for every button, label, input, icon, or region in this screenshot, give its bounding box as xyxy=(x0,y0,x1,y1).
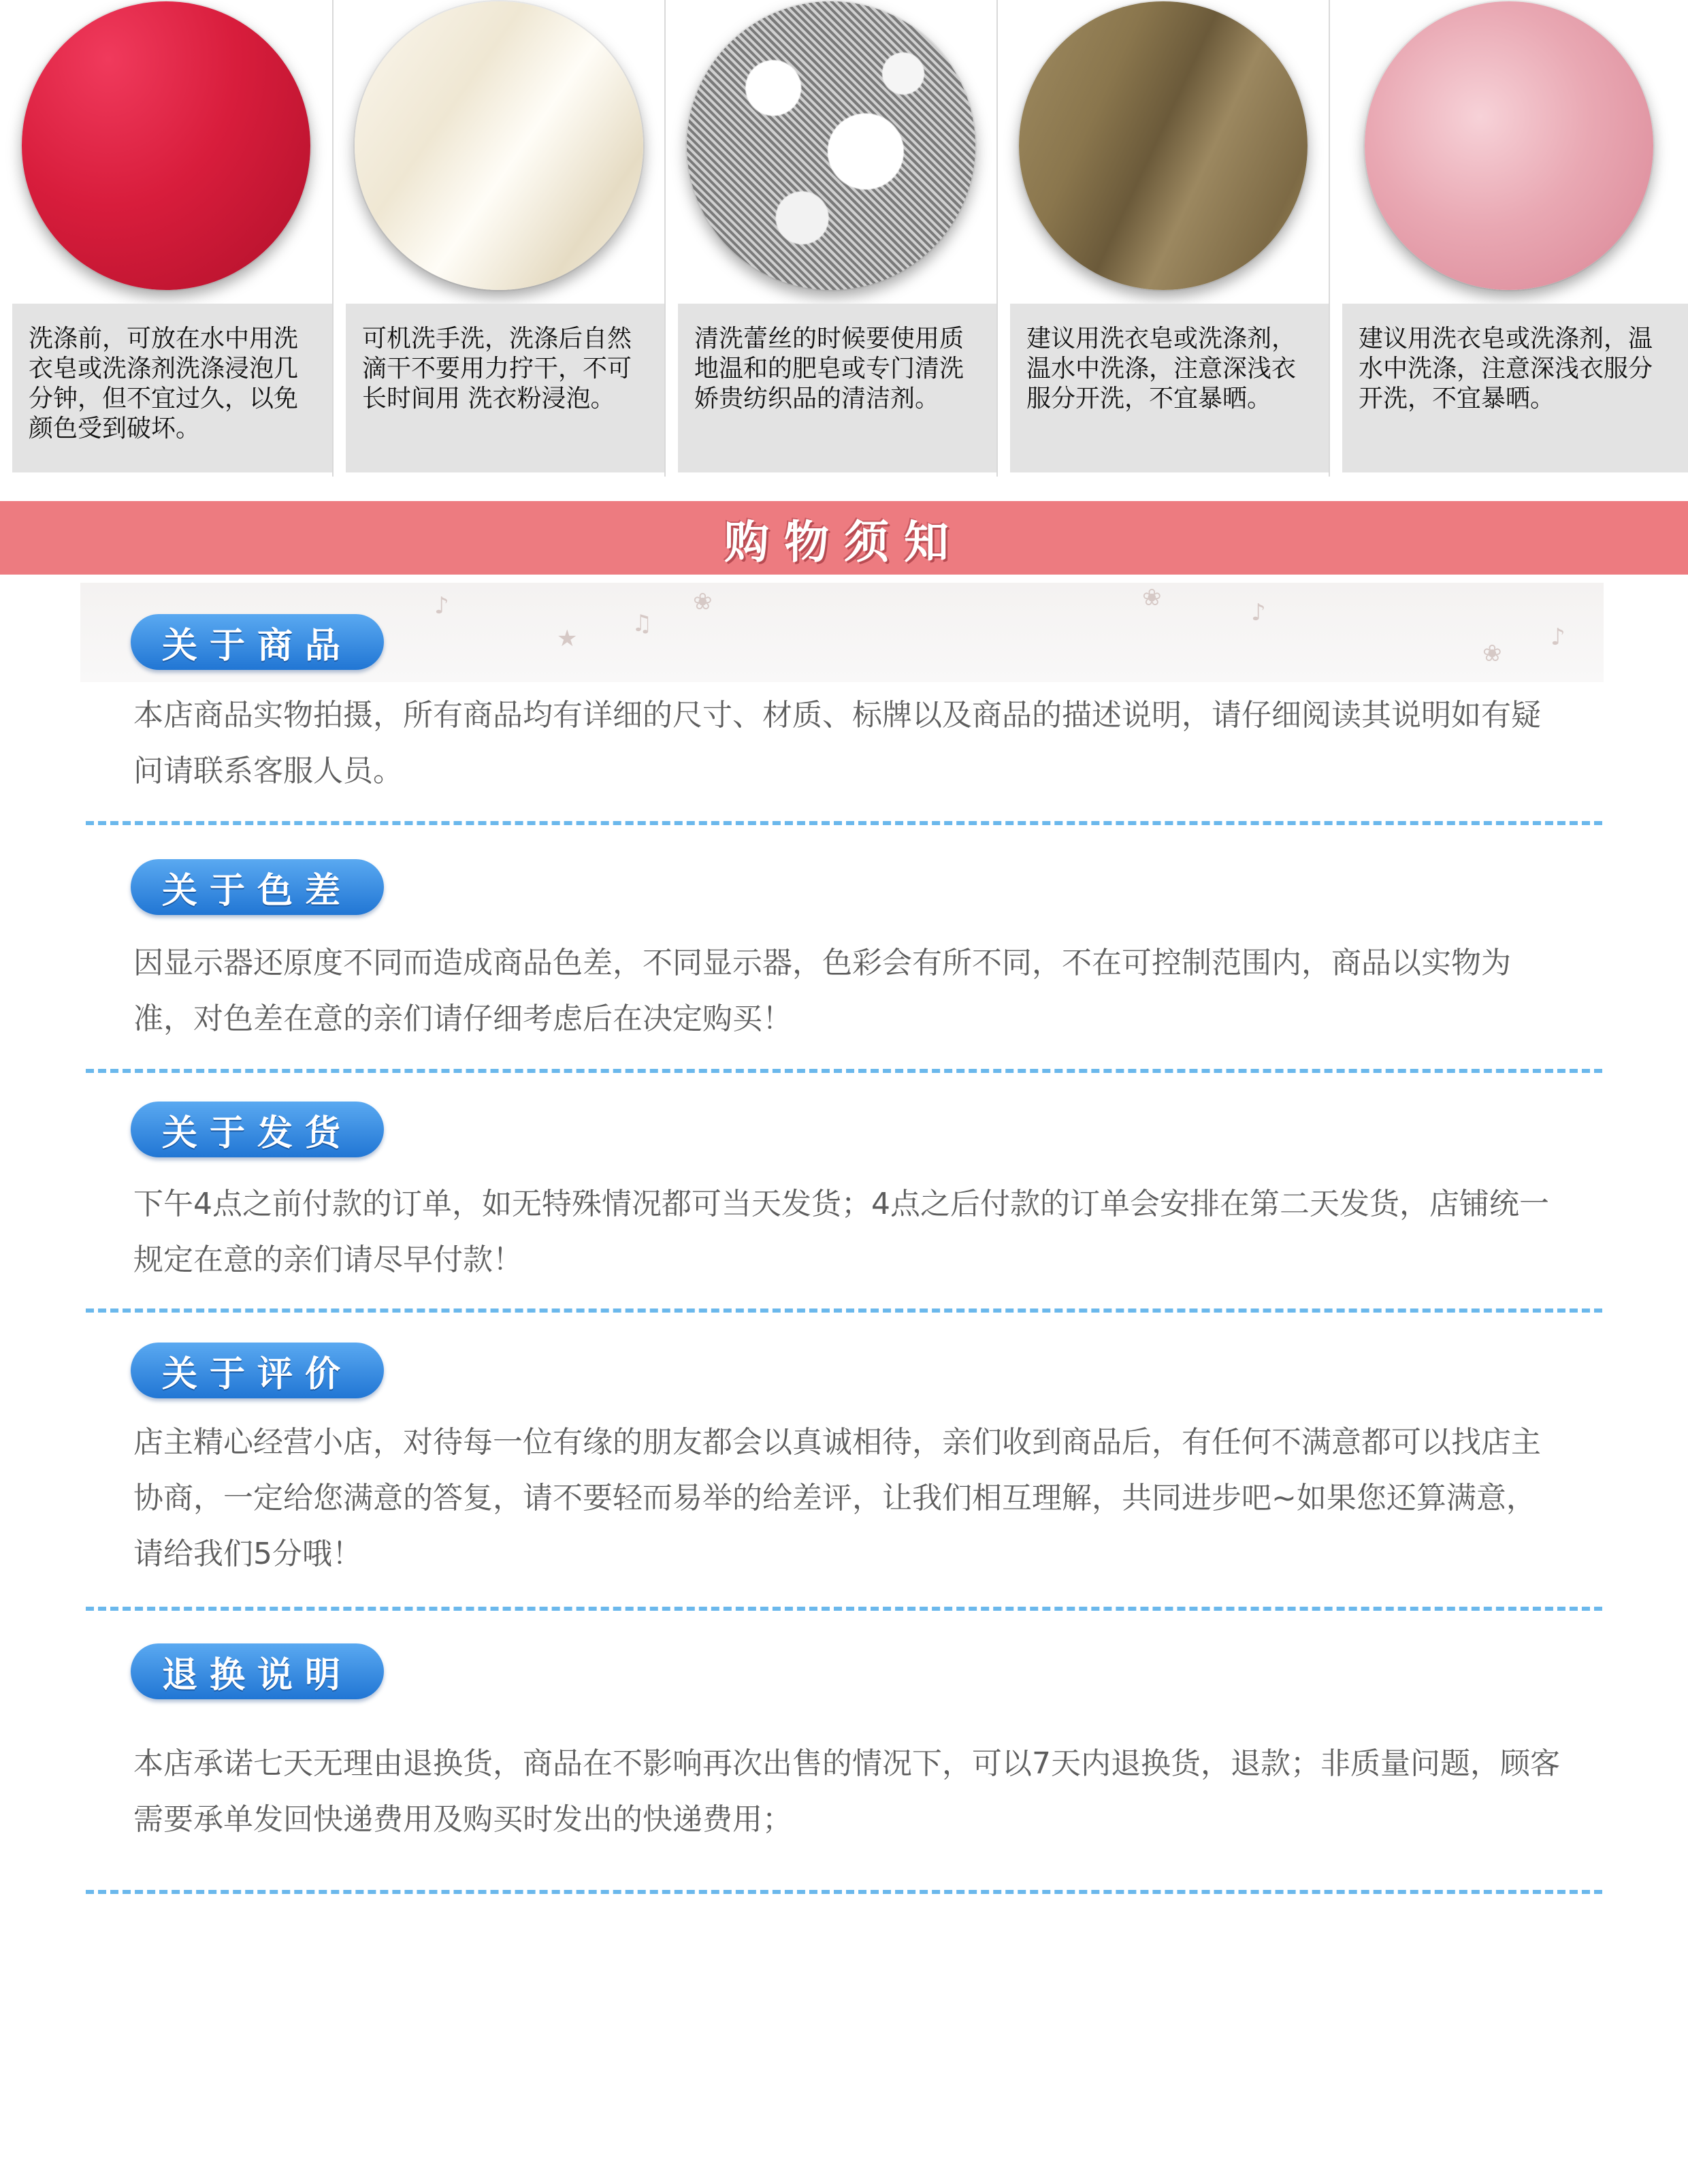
section-label: 关于商品 xyxy=(161,625,353,667)
lace-fabric-swatch xyxy=(687,1,975,290)
note-icon: ♪ xyxy=(1551,624,1565,651)
shell-icon: ❀ xyxy=(1142,584,1162,611)
section-badge-reviews xyxy=(131,1343,384,1398)
care-instruction: 清洗蕾丝的时候要使用质地温和的肥皂或专门清洗娇贵纺织品的清洁剂。 xyxy=(678,304,996,472)
pink-fabric-swatch xyxy=(1365,1,1653,290)
note-icon: ♪ xyxy=(434,592,449,620)
section-label: 退换说明 xyxy=(161,1654,353,1696)
dashed-divider xyxy=(86,1069,1602,1073)
section-label: 关于色差 xyxy=(161,870,353,912)
section-label: 关于发货 xyxy=(161,1112,353,1154)
dashed-divider xyxy=(86,1607,1602,1611)
note-icon: ♪ xyxy=(1251,599,1266,626)
section-text: 因显示器还原度不同而造成商品色差，不同显示器，色彩会有所不同，不在可控制范围内，商品以实物为准，对色差在意的亲们请仔细考虑后在决定购买！ xyxy=(133,946,1511,1036)
khaki-fabric-swatch xyxy=(1019,1,1308,290)
care-item xyxy=(1329,0,1688,477)
banner-title: 购物须知 xyxy=(724,515,964,568)
shopping-notice-banner xyxy=(0,501,1688,575)
section-text: 下午4点之前付款的订单，如无特殊情况都可当天发货；4点之后付款的订单会安排在第二天发货，店铺统一规定在意的亲们请尽早付款！ xyxy=(133,1187,1549,1277)
ivory-fabric-swatch xyxy=(355,1,643,290)
care-item xyxy=(0,0,332,477)
fabric-care-strip xyxy=(0,0,1688,477)
note-icon: ♫ xyxy=(632,610,653,637)
section-text: 本店承诺七天无理由退换货，商品在不影响再次出售的情况下，可以7天内退换货，退款；非质量问题，顾客需要承单发回快递费用及购买时发出的快递费用； xyxy=(133,1746,1560,1837)
star-icon: ★ xyxy=(557,625,578,652)
care-item xyxy=(332,0,664,477)
section-badge-shipping xyxy=(131,1102,384,1157)
care-instruction: 可机洗手洗，洗涤后自然滴干不要用力拧干，不可长时间用 洗衣粉浸泡。 xyxy=(346,304,664,472)
section-badge-color-difference xyxy=(131,859,384,915)
dashed-divider xyxy=(86,1890,1602,1894)
care-instruction: 建议用洗衣皂或洗涤剂，温水中洗涤，注意深浅衣服分开洗，不宜暴晒。 xyxy=(1342,304,1688,472)
care-item xyxy=(664,0,996,477)
care-instruction: 洗涤前，可放在水中用洗衣皂或洗涤剂洗涤浸泡几分钟，但不宜过久，以免颜色受到破坏。 xyxy=(12,304,332,472)
care-instruction: 建议用洗衣皂或洗涤剂，温水中洗涤，注意深浅衣服分开洗，不宜暴晒。 xyxy=(1010,304,1329,472)
dashed-divider xyxy=(86,821,1602,825)
section-badge-returns xyxy=(131,1643,384,1699)
care-item xyxy=(996,0,1329,477)
shell-icon: ❀ xyxy=(1482,640,1502,667)
section-label: 关于评价 xyxy=(161,1353,353,1395)
section-badge-product xyxy=(131,614,384,670)
shell-icon: ❀ xyxy=(693,588,713,615)
section-text: 本店商品实物拍摄，所有商品均有详细的尺寸、材质、标牌以及商品的描述说明，请仔细阅读其说明如有疑问请联系客服人员。 xyxy=(133,698,1541,788)
section-text: 店主精心经营小店，对待每一位有缘的朋友都会以真诚相待，亲们收到商品后，有任何不满意都可以找店主协商，一定给您满意的答复，请不要轻而易举的给差评，让我们相互理解，共同进步吧~如果您还算满意，请给我们5分哦！ xyxy=(133,1425,1541,1571)
red-fabric-swatch xyxy=(22,1,310,290)
dashed-divider xyxy=(86,1308,1602,1313)
